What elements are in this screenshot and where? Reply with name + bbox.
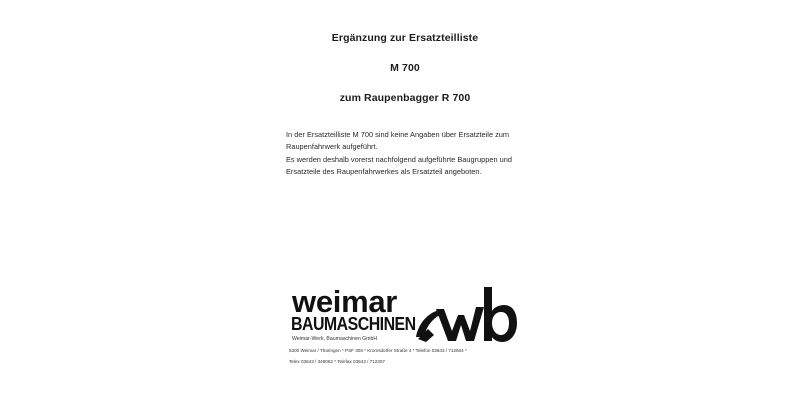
body-line: Raupenfahrwerk aufgeführt. xyxy=(286,142,378,152)
logo-wordmark-weimar: weimar xyxy=(292,284,398,319)
body-line: Es werden deshalb vorerst nachfolgend aufgeführte Baugruppen und xyxy=(286,154,512,164)
body-paragraph xyxy=(286,129,546,178)
document-subtitle: zum Raupenbagger R 700 xyxy=(339,92,471,104)
body-line: In der Ersatzteilliste M 700 sind keine Angaben über Ersatzteile zum xyxy=(286,130,510,139)
logo-wordmark-baumaschinen: BAUMASCHINEN xyxy=(291,313,416,334)
document-title: Ergänzung zur Ersatzteilliste xyxy=(331,32,479,44)
company-contact: Telex 03643 / 348062 * Telefax 03643 / 712307 xyxy=(289,359,385,364)
company-address: 5300 Weimar / Thüringen * PSF 308 * Kromsdorfer Straße 4 * Telefon 03643 / 712664 * xyxy=(289,348,467,353)
document-model: M 700 xyxy=(390,62,420,74)
body-line: Ersatzteile des Raupenfahrwerkes als Ersatzteil angeboten. xyxy=(286,166,482,176)
logo-company-name: Weimar-Werk, Baumaschinen GmbH xyxy=(292,336,378,342)
wb-logo-mark-icon xyxy=(414,285,518,343)
